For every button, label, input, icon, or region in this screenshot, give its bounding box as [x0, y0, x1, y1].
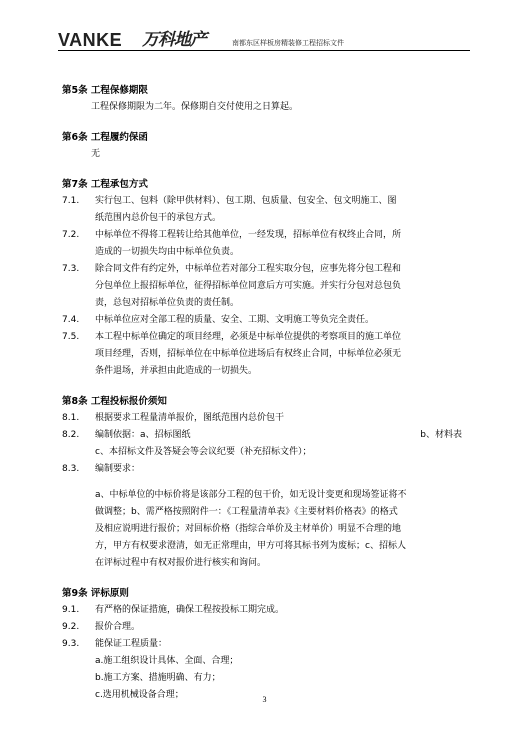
section-7-list — [62, 193, 462, 380]
header-divider — [58, 50, 470, 51]
item-line: 在评标过程中有权对报价进行核实和询问。 — [95, 558, 267, 568]
section-8-list — [62, 410, 462, 572]
item-line: a、中标单位的中标价将是该部分工程的包干价，如无设计变更和现场签证将不 — [95, 490, 407, 500]
section-7-title: 第7条 工程承包方式 — [62, 179, 148, 190]
item-line: c、本招标文件及答疑会等会议纪要（补充招标文件）； — [95, 447, 312, 457]
item-text: 根据要求工程量清单报价，图纸范围内总价包干 — [95, 413, 285, 423]
item-text — [95, 636, 462, 704]
item-line: 及相应说明进行报价；对回标价格（指综合单价及主材单价）明显不合理的地 — [95, 524, 402, 534]
vanke-logo-text: VANKE — [58, 30, 123, 50]
section-9-title: 第9条 评标原则 — [62, 588, 129, 599]
item-number: 7.3. — [62, 264, 80, 274]
list-item — [62, 602, 462, 619]
item-number: 9.2. — [62, 622, 80, 632]
item-line: 分包单位上报招标单位，征得招标单位同意后方可实施。并实行分包对总包负 — [95, 281, 402, 291]
section-8-title: 第8条 工程投标报价须知 — [62, 396, 167, 407]
item-number: 8.2. — [62, 430, 80, 440]
section-5-body: 工程保修期限为二年。保修期自交付使用之日算起。 — [91, 102, 299, 112]
list-item — [62, 193, 462, 227]
sub-item: a.施工组织设计具体、全面、合理； — [95, 656, 239, 666]
section-5-title: 第5条 工程保修期限 — [62, 85, 148, 96]
document-body — [62, 82, 462, 704]
document-header — [58, 30, 470, 50]
item-text — [95, 329, 462, 380]
sub-item: c.选用机械设备合理； — [95, 690, 184, 700]
item-text: 报价合理。 — [95, 622, 141, 632]
item-line: 除合同文件有约定外，中标单位若对部分工程实取分包，应事先将分包工程和 — [95, 264, 402, 274]
item-line: 中标单位应对全部工程的质量、安全、工期、文明施工等负完全责任。 — [95, 315, 375, 325]
list-item — [62, 410, 462, 427]
list-item — [62, 312, 462, 329]
item-line: 本工程中标单位确定的项目经理，必须是中标单位提供的考察项目的施工单位 — [95, 332, 402, 342]
item-number: 7.5. — [62, 332, 80, 342]
page-number: 3 — [262, 695, 267, 704]
sub-item: b.施工方案、措施明确、有力； — [95, 673, 221, 683]
item-text: 有严格的保证措施，确保工程按投标工期完成。 — [95, 605, 285, 615]
item-line: 方，甲方有权要求澄清，如无正常理由，甲方可将其标书列为废标；c、招标人 — [95, 541, 406, 551]
item-line: 中标单位不得将工程转让给其他单位，一经发现，招标单位有权终止合同，所 — [95, 230, 402, 240]
list-item — [62, 329, 462, 380]
item-text — [95, 427, 462, 461]
item-number: 9.1. — [62, 605, 80, 615]
item-text — [95, 227, 462, 261]
item-text — [95, 461, 462, 572]
item-text — [95, 261, 462, 312]
section-6-title: 第6条 工程履约保函 — [62, 132, 148, 143]
section-6-body: 无 — [91, 149, 101, 159]
basis-a: 编制依据：a、招标图纸 — [95, 430, 191, 440]
item-line: 实行包工、包料（除甲供材料）、包工期、包质量、包安全、包文明施工、图 — [95, 196, 397, 206]
list-item — [62, 261, 462, 312]
item-line — [95, 427, 462, 444]
item-line: 造成的一切损失均由中标单位负责。 — [95, 247, 240, 257]
item-line: 纸范围内总价包干的承包方式。 — [95, 213, 222, 223]
item-line: 做调整；b、需严格按照附件一：《工程量清单表》《主要材料价格表》的格式 — [95, 507, 398, 517]
item-line: 条件退场，并承担由此造成的一切损失。 — [95, 366, 258, 376]
section-9-list — [62, 602, 462, 704]
vanke-logo-chinese: 万科地产 — [142, 30, 206, 50]
item-line: 项目经理，否则，招标单位在中标单位进场后有权终止合同，中标单位必须无 — [95, 349, 402, 359]
list-item — [62, 636, 462, 704]
item-number: 7.4. — [62, 315, 80, 325]
list-item — [62, 461, 462, 572]
item-line: 责，总包对招标单位负责的责任制。 — [95, 298, 240, 308]
item-number: 8.1. — [62, 413, 80, 423]
item-text — [95, 312, 462, 329]
basis-b: b、材料表 — [420, 430, 462, 440]
item-number: 9.3. — [62, 639, 80, 649]
item-line: 编制要求： — [95, 464, 141, 474]
item-text — [95, 193, 462, 227]
list-item — [62, 227, 462, 261]
list-item — [62, 427, 462, 461]
item-number: 7.2. — [62, 230, 80, 240]
header-subtitle: 南都东区样板房精装修工程招标文件 — [232, 39, 344, 47]
item-number: 7.1. — [62, 196, 80, 206]
item-line: 能保证工程质量： — [95, 639, 168, 649]
item-number: 8.3. — [62, 464, 80, 474]
list-item — [62, 619, 462, 636]
